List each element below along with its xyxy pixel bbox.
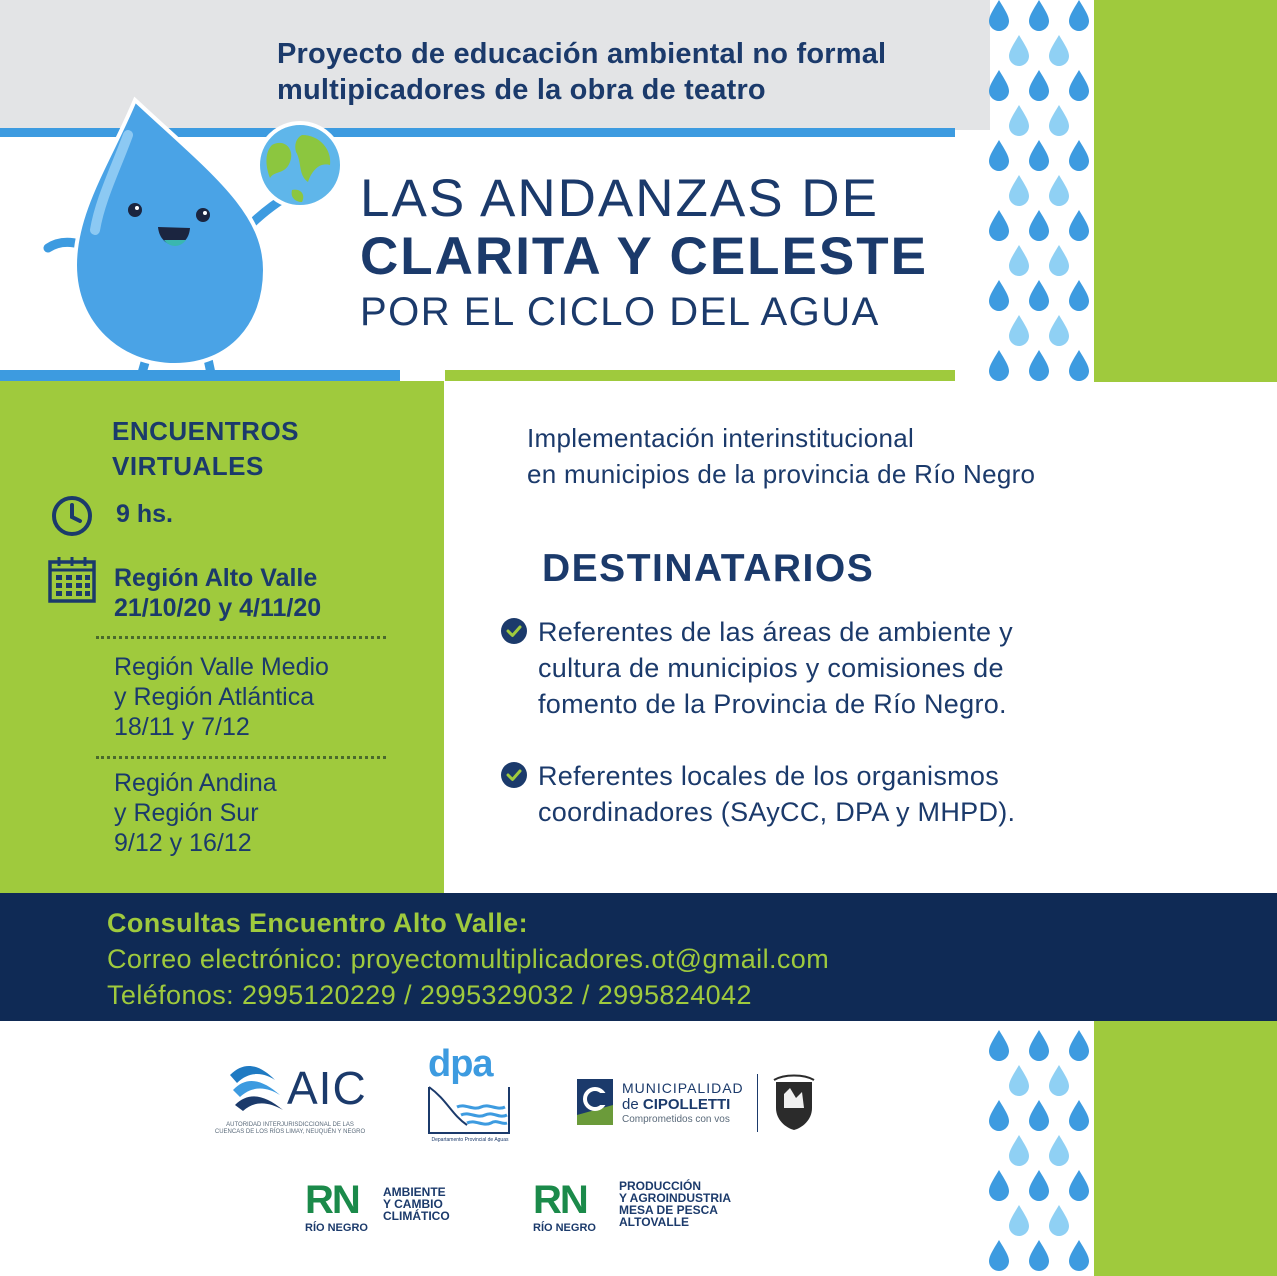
rn-produccion-logo xyxy=(533,1178,763,1238)
region-divider xyxy=(96,756,386,759)
encuentro-time: 9 hs. xyxy=(116,500,173,528)
region-alto-valle-name: Región Alto Valle xyxy=(114,564,318,592)
water-drops-pattern-top xyxy=(985,0,1090,382)
rn-ambiente-desc-line1: AMBIENTE xyxy=(383,1185,446,1199)
contact-title: Consultas Encuentro Alto Valle: xyxy=(107,908,528,938)
destinatario-item-2-line2: coordinadores (SAyCC, DPA y MHPD). xyxy=(538,797,1016,827)
cipolletti-line2 xyxy=(622,1096,730,1113)
play-title-line1: LAS ANDANZAS DE xyxy=(360,169,879,228)
aic-caption xyxy=(205,1122,375,1136)
cipolletti-line2-name: CIPOLLETTI xyxy=(642,1096,731,1113)
rn-produccion-sub: RÍO NEGRO xyxy=(533,1222,596,1234)
cipolletti-line3: Comprometidos con vos xyxy=(622,1114,730,1125)
project-subtitle-line1: Proyecto de educación ambiental no formal xyxy=(277,38,887,70)
encuentros-title xyxy=(112,414,299,484)
region-valle-medio-name2: y Región Atlántica xyxy=(114,683,315,711)
cipolletti-line2-prefix: de xyxy=(622,1096,643,1113)
rn-produccion-desc-line2: Y AGROINDUSTRIA xyxy=(619,1191,732,1205)
destinatarios-title: DESTINATARIOS xyxy=(542,547,875,590)
aic-logo-text: AIC xyxy=(287,1062,367,1114)
play-title-line3: POR EL CICLO DEL AGUA xyxy=(360,290,880,334)
aic-wave-icon xyxy=(225,1055,285,1115)
right-green-panel-top xyxy=(1094,0,1277,382)
dpa-logo-text: dpa xyxy=(428,1043,493,1085)
water-drops-pattern-bottom xyxy=(985,1020,1090,1276)
region-valle-medio-dates: 18/11 y 7/12 xyxy=(114,713,250,741)
encuentros-title-line1: ENCUENTROS xyxy=(112,416,300,446)
region-valle-medio-name: Región Valle Medio xyxy=(114,653,329,681)
destinatario-item-1-line2: cultura de municipios y comisiones de xyxy=(538,653,1004,683)
water-drop-mascot-illustration xyxy=(40,90,360,390)
region-alto-valle xyxy=(114,563,321,623)
rn-ambiente-desc-line2: Y CAMBIO xyxy=(383,1197,443,1211)
dpa-logo xyxy=(425,1045,515,1145)
cipolletti-line1: MUNICIPALIDAD xyxy=(622,1080,744,1096)
destinatario-item-1 xyxy=(500,614,1120,724)
title-divider-blue xyxy=(0,370,400,381)
project-subtitle-line2: multipicadores de la obra de teatro xyxy=(277,74,766,106)
region-andina-dates: 9/12 y 16/12 xyxy=(114,829,252,857)
destinatario-item-2-text xyxy=(538,758,1015,830)
region-alto-valle-dates: 21/10/20 y 4/11/20 xyxy=(114,594,322,622)
aic-caption-line2: CUENCAS DE LOS RÍOS LIMAY, NEUQUÉN Y NEGRO xyxy=(214,1129,366,1135)
aic-caption-line1: AUTORIDAD INTERJURISDICCIONAL DE LAS xyxy=(226,1122,354,1128)
rn-produccion-mark: RN xyxy=(533,1178,587,1222)
region-valle-medio xyxy=(114,652,329,742)
destinatario-item-2 xyxy=(500,758,1120,833)
encuentros-title-line2: VIRTUALES xyxy=(112,451,264,481)
check-circle-icon xyxy=(500,761,528,789)
rn-ambiente-desc-line3: CLIMÁTICO xyxy=(383,1209,450,1223)
region-andina-name: Región Andina xyxy=(114,769,277,797)
rn-produccion-desc xyxy=(619,1180,731,1228)
destinatario-item-1-line1: Referentes de las áreas de ambiente y xyxy=(538,617,1013,647)
play-title xyxy=(360,170,928,338)
destinatario-item-2-line1: Referentes locales de los organismos xyxy=(538,761,1000,791)
region-divider xyxy=(96,636,386,639)
aic-logo xyxy=(205,1050,375,1145)
contact-info xyxy=(107,905,829,1013)
project-subtitle xyxy=(277,36,886,108)
right-green-panel-bottom xyxy=(1094,1020,1277,1276)
cipolletti-logo xyxy=(575,1072,835,1134)
rn-produccion-desc-line4: ALTOVALLE xyxy=(619,1215,689,1229)
rn-produccion-desc-line1: PRODUCCIÓN xyxy=(619,1179,702,1193)
dpa-caption: Departamento Provincial de Aguas xyxy=(431,1137,509,1143)
region-andina xyxy=(114,768,277,858)
region-andina-name2: y Región Sur xyxy=(114,799,259,827)
destinatario-item-1-text xyxy=(538,614,1013,722)
destinatario-item-1-line3: fomento de la Provincia de Río Negro. xyxy=(538,689,1007,719)
implementation-line2: en municipios de la provincia de Río Negro xyxy=(527,459,1036,489)
cipolletti-divider xyxy=(757,1074,758,1132)
rn-ambiente-sub: RÍO NEGRO xyxy=(305,1222,368,1234)
contact-email[interactable]: Correo electrónico: proyectomultiplicadores.ot@gmail.com xyxy=(107,944,830,974)
contact-phones[interactable]: Teléfonos: 2995120229 / 2995329032 / 2995824042 xyxy=(107,980,752,1010)
cipolletti-emblem-icon xyxy=(575,1077,615,1127)
rn-ambiente-logo xyxy=(305,1178,465,1238)
cipolletti-coat-of-arms-icon xyxy=(770,1074,818,1132)
implementation-line1: Implementación interinstitucional xyxy=(527,423,915,453)
dpa-water-icon xyxy=(427,1085,511,1135)
title-divider-green xyxy=(445,370,955,381)
rn-ambiente-mark: RN xyxy=(305,1178,359,1222)
play-title-line2: CLARITA Y CELESTE xyxy=(360,227,928,286)
rn-produccion-desc-line3: MESA DE PESCA xyxy=(619,1203,718,1217)
rn-ambiente-desc xyxy=(383,1186,450,1222)
implementation-text xyxy=(527,420,1035,492)
clock-icon xyxy=(50,494,94,538)
calendar-icon xyxy=(47,556,97,604)
check-circle-icon xyxy=(500,617,528,645)
